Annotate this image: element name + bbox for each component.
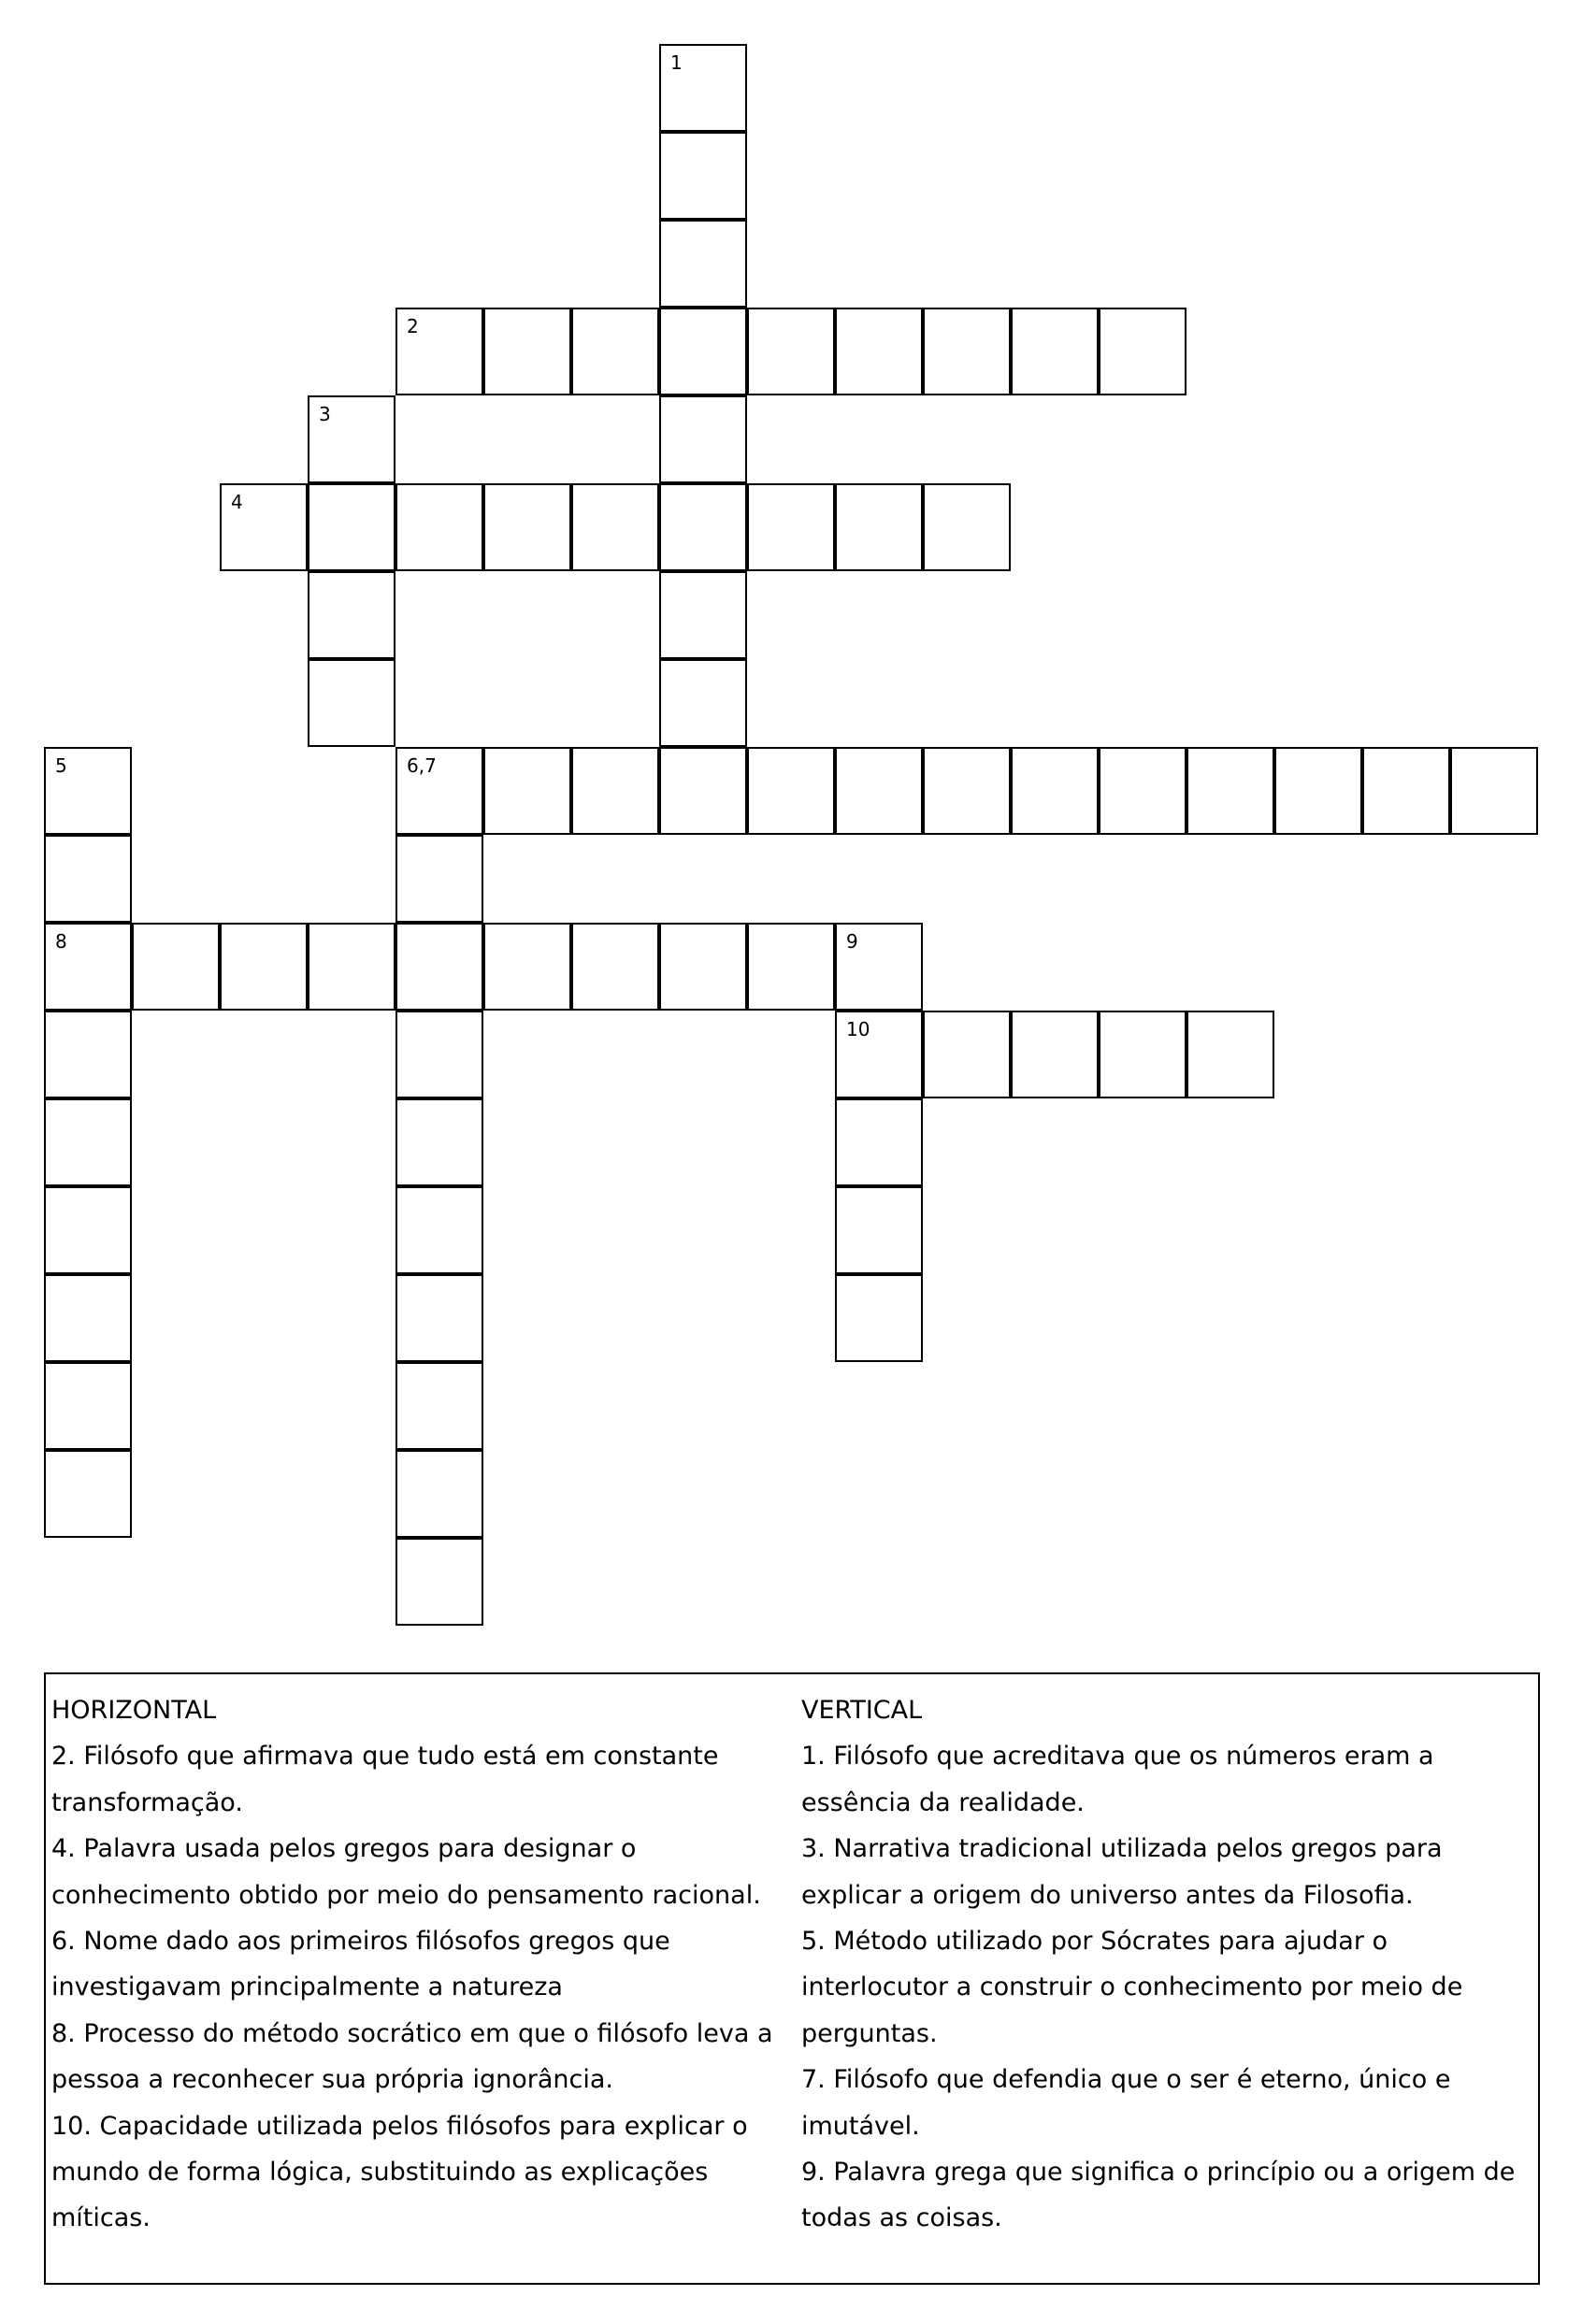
crossword-cell[interactable] — [571, 483, 659, 571]
horizontal-heading: HORIZONTAL — [51, 1696, 217, 1725]
crossword-cell[interactable] — [396, 1186, 483, 1274]
crossword-cell[interactable] — [396, 1274, 483, 1362]
clue-number: 4 — [231, 491, 243, 513]
clue-line: 10. Capacidade utilizada pelos filósofos para explicar o — [51, 2111, 748, 2141]
crossword-cell[interactable] — [1274, 747, 1362, 835]
crossword-cell[interactable] — [308, 395, 396, 483]
clue-line: transformação. — [51, 1787, 243, 1817]
clue-line: essência da realidade. — [801, 1787, 1085, 1817]
crossword-cell[interactable] — [835, 1011, 923, 1098]
crossword-cell[interactable] — [1186, 747, 1274, 835]
clue-line: mundo de forma lógica, substituindo as explicações — [51, 2158, 709, 2188]
clue-line: explicar a origem do universo antes da Filosofia. — [801, 1880, 1414, 1910]
crossword-cell[interactable] — [659, 923, 747, 1011]
crossword-cell[interactable] — [483, 747, 571, 835]
crossword-cell[interactable] — [1362, 747, 1450, 835]
crossword-cell[interactable] — [571, 923, 659, 1011]
crossword-cell[interactable] — [923, 747, 1011, 835]
crossword-cell[interactable] — [220, 483, 308, 571]
crossword-cell[interactable] — [659, 220, 747, 308]
clue-line: 8. Processo do método socrático em que o filósofo leva a — [51, 2018, 773, 2048]
crossword-cell[interactable] — [659, 44, 747, 132]
crossword-cell[interactable] — [132, 923, 220, 1011]
crossword-cell[interactable] — [308, 923, 396, 1011]
clue-number: 10 — [846, 1018, 870, 1040]
clue-line: 7. Filósofo que defendia que o ser é eterno, único e — [801, 2065, 1451, 2095]
clue-line: 5. Método utilizado por Sócrates para ajudar o — [801, 1927, 1388, 1957]
crossword-cell[interactable] — [308, 659, 396, 747]
clue-line: pessoa a reconhecer sua própria ignorância. — [51, 2065, 613, 2095]
crossword-cell[interactable] — [1011, 747, 1099, 835]
crossword-cell[interactable] — [483, 923, 571, 1011]
crossword-cell[interactable] — [571, 747, 659, 835]
crossword-cell[interactable] — [747, 923, 835, 1011]
crossword-cell[interactable] — [1099, 747, 1186, 835]
crossword-cell[interactable] — [396, 1098, 483, 1186]
crossword-cell[interactable] — [396, 1011, 483, 1098]
clue-line: míticas. — [51, 2203, 151, 2233]
crossword-cell[interactable] — [835, 1098, 923, 1186]
clue-line: 2. Filósofo que afirmava que tudo está em constante — [51, 1742, 719, 1772]
crossword-cell[interactable] — [396, 923, 483, 1011]
crossword-cell[interactable] — [44, 1011, 132, 1098]
crossword-cell[interactable] — [1011, 1011, 1099, 1098]
clue-line: todas as coisas. — [801, 2203, 1002, 2233]
clue-line: perguntas. — [801, 2018, 938, 2048]
vertical-clues — [801, 1687, 1531, 2242]
crossword-cell[interactable] — [396, 1538, 483, 1626]
crossword-cell[interactable] — [1099, 308, 1186, 395]
clue-number: 1 — [670, 51, 683, 74]
crossword-cell[interactable] — [396, 483, 483, 571]
crossword-cell[interactable] — [835, 747, 923, 835]
crossword-cell[interactable] — [835, 483, 923, 571]
crossword-cell[interactable] — [923, 1011, 1011, 1098]
crossword-cell[interactable] — [1186, 1011, 1274, 1098]
crossword-cell[interactable] — [747, 483, 835, 571]
crossword-cell[interactable] — [44, 1098, 132, 1186]
crossword-cell[interactable] — [835, 923, 923, 1011]
clue-line: 6. Nome dado aos primeiros filósofos gregos que — [51, 1927, 670, 1957]
crossword-cell[interactable] — [659, 308, 747, 395]
clue-line: investigavam principalmente a natureza — [51, 1973, 563, 2002]
clue-line: 3. Narrativa tradicional utilizada pelos gregos para — [801, 1834, 1443, 1864]
crossword-cell[interactable] — [44, 835, 132, 923]
clue-number: 3 — [319, 403, 331, 425]
crossword-cell[interactable] — [659, 571, 747, 659]
crossword-cell[interactable] — [1011, 308, 1099, 395]
crossword-cell[interactable] — [659, 132, 747, 220]
crossword-cell[interactable] — [308, 483, 396, 571]
crossword-cell[interactable] — [396, 1362, 483, 1450]
clue-line: 1. Filósofo que acreditava que os números eram a — [801, 1742, 1434, 1772]
crossword-cell[interactable] — [44, 1274, 132, 1362]
clue-line: imutável. — [801, 2111, 920, 2141]
crossword-cell[interactable] — [923, 308, 1011, 395]
crossword-cell[interactable] — [44, 1450, 132, 1538]
crossword-cell[interactable] — [835, 308, 923, 395]
clue-line: 4. Palavra usada pelos gregos para designar o — [51, 1834, 637, 1864]
vertical-heading: VERTICAL — [801, 1696, 923, 1725]
crossword-cell[interactable] — [923, 483, 1011, 571]
crossword-cell[interactable] — [44, 1186, 132, 1274]
clue-line: conhecimento obtido por meio do pensamento racional. — [51, 1880, 761, 1910]
crossword-cell[interactable] — [396, 747, 483, 835]
crossword-cell[interactable] — [659, 483, 747, 571]
horizontal-clues — [51, 1687, 781, 2242]
crossword-cell[interactable] — [44, 923, 132, 1011]
crossword-cell[interactable] — [1450, 747, 1538, 835]
clue-line: 9. Palavra grega que significa o princípio ou a origem de — [801, 2158, 1516, 2188]
crossword-cell[interactable] — [44, 747, 132, 835]
clue-line: interlocutor a construir o conhecimento por meio de — [801, 1973, 1463, 2002]
crossword-cell[interactable] — [571, 308, 659, 395]
crossword-cell[interactable] — [747, 747, 835, 835]
crossword-cell[interactable] — [659, 659, 747, 747]
crossword-cell[interactable] — [659, 747, 747, 835]
crossword-cell[interactable] — [747, 308, 835, 395]
clue-number: 9 — [846, 930, 858, 953]
crossword-cell[interactable] — [659, 395, 747, 483]
crossword-cell[interactable] — [396, 308, 483, 395]
clues-box — [44, 1672, 1540, 2285]
crossword-cell[interactable] — [44, 1362, 132, 1450]
crossword-cell[interactable] — [396, 835, 483, 923]
crossword-cell[interactable] — [308, 571, 396, 659]
crossword-cell[interactable] — [835, 1186, 923, 1274]
clue-number: 5 — [55, 754, 67, 777]
crossword-cell[interactable] — [483, 308, 571, 395]
crossword-cell[interactable] — [396, 1450, 483, 1538]
clue-number: 2 — [407, 315, 419, 337]
clue-number: 6,7 — [407, 754, 437, 777]
clue-number: 8 — [55, 930, 67, 953]
crossword-cell[interactable] — [835, 1274, 923, 1362]
crossword-cell[interactable] — [220, 923, 308, 1011]
crossword-cell[interactable] — [483, 483, 571, 571]
crossword-cell[interactable] — [1099, 1011, 1186, 1098]
